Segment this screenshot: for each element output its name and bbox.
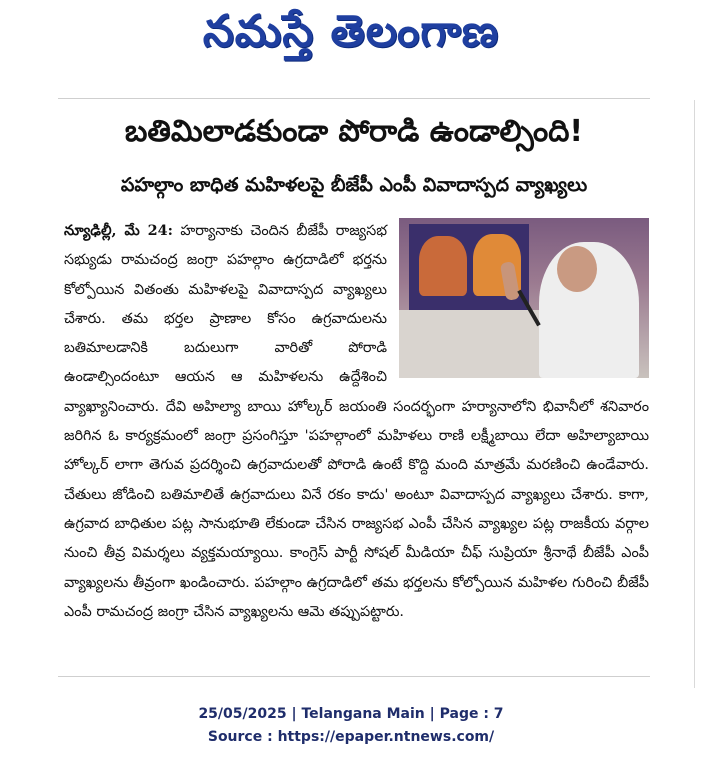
- photo-speaker-head: [557, 246, 597, 292]
- edition-info: 25/05/2025 | Telangana Main | Page : 7: [198, 706, 504, 722]
- newspaper-masthead: నమస్తే తెలంగాణ: [202, 6, 500, 57]
- article-dateline: న్యూఢిల్లీ, మే 24:: [64, 222, 173, 239]
- article-photo: [399, 218, 649, 378]
- article-headline: బతిమిలాడకుండా పోరాడి ఉండాల్సింది!: [124, 114, 584, 149]
- top-divider: [58, 98, 650, 99]
- column-edge: [694, 100, 695, 688]
- article-body: [64, 216, 649, 627]
- bottom-divider: [58, 676, 650, 677]
- source-link: Source : https://epaper.ntnews.com/: [207, 729, 495, 745]
- photo-crowd: [399, 310, 549, 378]
- photo-poster-figure: [419, 236, 467, 296]
- article-body-text: హర్యానాకు చెందిన బీజేపీ రాజ్యసభ సభ్యుడు రామచంద్ర జంగ్రా పహల్గాం ఉగ్రదాడిలో భర్తను కోల్పోయిన వితంతు మహిళలపై వివాదాస్పద వ్యాఖ్యలు చేశారు. తమ భర్తల ప్రాణాల కోసం ఉగ్రవాదులను బతిమాలడానికి బదులుగా వారితో పోరాడి ఉండాల్సిందంటూ ఆయన ఆ మహిళలను ఉద్దేశించి వ్యాఖ్యానించారు. దేవి అహిల్యా బాయి హోల్కర్ జయంతి సందర్భంగా హర్యానాలోని భివానీలో శనివారం జరిగిన ఓ కార్యక్రమంలో జంగ్రా ప్రసంగిస్తూ 'పహల్గాంలో మహిళలు రాణి లక్ష్మీబాయి లేదా అహిల్యాబాయి హోల్కర్ లాగా తెగువ ప్రదర్శించి ఉగ్రవాదులతో పోరాడి ఉంటే కొద్ది మంది మాత్రమే మరణించి ఉండేవారు. చేతులు జోడించి బతిమాలితే ఉగ్రవాదులు వినే రకం కాదు' అంటూ వివాదాస్పద వ్యాఖ్యలు చేశారు. కాగా, ఉగ్రవాద బాధితుల పట్ల సానుభూతి లేకుండా చేసిన రాజ్యసభ ఎంపీ చేసిన వ్యాఖ్యల పట్ల రాజకీయ వర్గాల నుంచి తీవ్ర విమర్శలు వ్యక్తమయ్యాయి. కాంగ్రెస్ పార్టీ సోషల్ మీడియా చీఫ్ సుప్రియా శ్రీనాథే బీజేపీ ఎంపీ వ్యాఖ్యలను తీవ్రంగా ఖండించారు. పహల్గాం ఉగ్రదాడిలో తమ భర్తలను కోల్పోయిన మహిళల గురించి బీజేపీ ఎంపీ రామచంద్ర జంగ్రా చేసిన వ్యాఖ్యలను ఆమె తప్పుపట్టారు.: [64, 223, 649, 620]
- article-subheadline: పహల్గాం బాధిత మహిళలపై బీజేపీ ఎంపీ వివాదాస్పద వ్యాఖ్యలు: [120, 174, 588, 196]
